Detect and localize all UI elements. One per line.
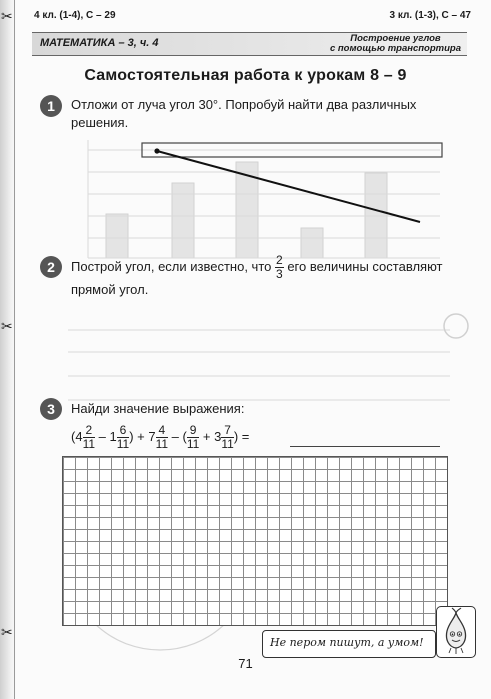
scissors-icon: ✂ [1, 8, 13, 24]
task-1-line-2: решения. [71, 115, 129, 130]
expr-part: ) = [233, 428, 250, 444]
fraction-numerator: 6 [117, 424, 129, 438]
onion-icon [437, 607, 475, 657]
math-expression [71, 424, 249, 451]
fraction-numerator: 2 [83, 424, 95, 438]
ruler-strip [142, 143, 442, 157]
task-1-line-1: Отложи от луча угол 30°. Попробуй найти два различных [71, 97, 417, 112]
ray-origin-point [154, 148, 159, 153]
task-2-text-after: его величины составляют [287, 258, 443, 274]
fraction-numerator: 9 [187, 424, 199, 438]
fraction-denominator: 11 [155, 437, 169, 451]
task-3-text: Найди значение выражения: [71, 401, 245, 416]
topic-line-2: с помощью транспортира [329, 43, 461, 54]
onion-mascot [436, 606, 476, 658]
fraction-denominator: 11 [116, 437, 130, 451]
topic-line-1: Построение углов [350, 33, 441, 44]
fraction-denominator: 11 [221, 437, 234, 451]
fraction-numerator: 4 [156, 424, 168, 438]
motto-text: Не пером пишут, а умом! [270, 636, 424, 649]
expr-part: (4 [71, 428, 83, 444]
fraction [275, 254, 284, 281]
expr-part: ) + 7 [129, 428, 156, 444]
page-number: 71 [238, 656, 253, 671]
fraction [187, 424, 199, 451]
task-number-badge: 3 [40, 398, 62, 420]
header-left: 4 кл. (1-4), С – 29 [34, 10, 116, 21]
fraction-denominator: 3 [276, 267, 283, 281]
scissors-icon: ✂ [1, 624, 13, 640]
task-number-badge: 2 [40, 256, 62, 278]
squared-work-area[interactable] [62, 456, 448, 626]
task-2-text-before: Построй угол, если известно, что [71, 258, 272, 274]
task-2-line-2: прямой угол. [71, 282, 149, 297]
expr-part: + 3 [199, 428, 222, 444]
page-title: Самостоятельная работа к урокам 8 – 9 [84, 67, 407, 84]
ray-line [157, 151, 420, 222]
fraction [156, 424, 168, 451]
fraction [117, 424, 129, 451]
task-number-badge: 1 [40, 95, 62, 117]
task-2-line-1 [71, 254, 442, 281]
task-2-text [71, 254, 442, 299]
fraction-denominator: 11 [82, 437, 96, 451]
fraction-numerator: 7 [221, 424, 233, 438]
fraction-numerator: 2 [276, 253, 283, 267]
fraction [83, 424, 95, 451]
fraction-denominator: 11 [186, 437, 200, 451]
scissors-icon: ✂ [1, 318, 13, 334]
fraction [221, 424, 233, 451]
expr-part: – ( [168, 428, 187, 444]
header-right: 3 кл. (1-3), С – 47 [389, 10, 471, 21]
answer-line [290, 446, 440, 447]
subject-title: МАТЕМАТИКА – 3, ч. 4 [40, 37, 159, 49]
expr-part: – 1 [95, 428, 117, 444]
